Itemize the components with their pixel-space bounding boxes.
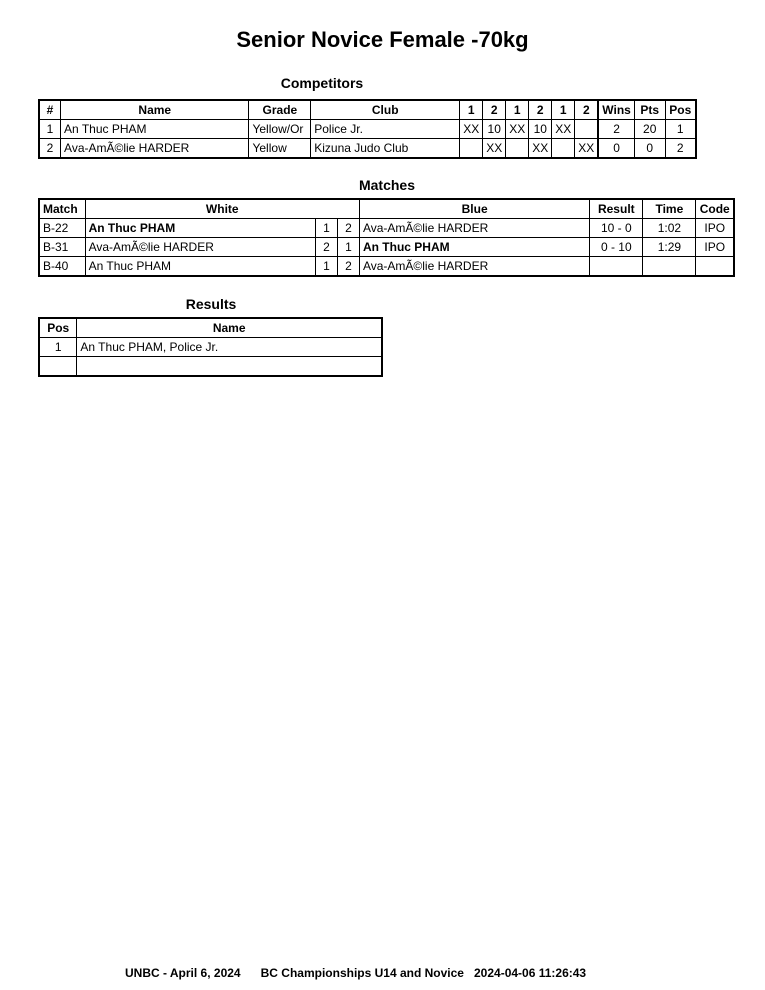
col-header: Blue <box>359 199 589 219</box>
cell: B-31 <box>39 238 85 257</box>
table-row <box>39 338 382 357</box>
cell: 10 <box>483 120 506 139</box>
cell: XX <box>483 139 506 159</box>
cell <box>39 357 77 377</box>
cell: 2 <box>337 219 359 238</box>
cell <box>460 139 483 159</box>
cell: 0 <box>634 139 665 159</box>
cell: XX <box>529 139 552 159</box>
competitors-heading: Competitors <box>280 75 364 91</box>
cell: 2 <box>39 139 61 159</box>
footer-event: UNBC - April 6, 2024 <box>125 966 241 980</box>
cell: Ava-AmÃ©lie HARDER <box>61 139 249 159</box>
cell: 2 <box>337 257 359 277</box>
results-header-row <box>39 318 382 338</box>
col-header: Club <box>311 100 460 120</box>
table-row <box>39 238 734 257</box>
cell <box>552 139 575 159</box>
cell: 0 - 10 <box>590 238 643 257</box>
footer-championship: BC Championships U14 and Novice <box>260 966 464 980</box>
cell: B-40 <box>39 257 85 277</box>
results-heading: Results <box>185 296 237 312</box>
col-header: Pts <box>634 100 665 120</box>
col-header: 1 <box>506 100 529 120</box>
cell: Kizuna Judo Club <box>311 139 460 159</box>
cell: XX <box>460 120 483 139</box>
cell <box>506 139 529 159</box>
cell: Yellow/Or <box>249 120 311 139</box>
footer-timestamp: 2024-04-06 11:26:43 <box>474 966 587 980</box>
col-header: # <box>39 100 61 120</box>
cell: 0 <box>598 139 634 159</box>
table-row <box>39 139 696 159</box>
cell: An Thuc PHAM <box>85 219 315 238</box>
cell: 1 <box>39 120 61 139</box>
cell <box>590 257 643 277</box>
col-header: 2 <box>529 100 552 120</box>
col-header: 1 <box>552 100 575 120</box>
col-header: Pos <box>39 318 77 338</box>
col-header: Name <box>61 100 249 120</box>
cell: B-22 <box>39 219 85 238</box>
cell: XX <box>552 120 575 139</box>
cell: IPO <box>696 238 734 257</box>
table-row <box>39 257 734 277</box>
competitors-header-row <box>39 100 696 120</box>
col-header: Name <box>77 318 382 338</box>
table-row <box>39 219 734 238</box>
cell: Ava-AmÃ©lie HARDER <box>359 257 589 277</box>
cell: 1:29 <box>643 238 696 257</box>
cell: 1 <box>337 238 359 257</box>
table-row <box>39 120 696 139</box>
cell: 1 <box>315 257 337 277</box>
cell: 10 - 0 <box>590 219 643 238</box>
cell <box>575 120 599 139</box>
cell <box>696 257 734 277</box>
col-header: Pos <box>665 100 696 120</box>
cell: 1 <box>39 338 77 357</box>
col-header: Time <box>643 199 696 219</box>
matches-heading: Matches <box>358 177 416 193</box>
col-header: Match <box>39 199 85 219</box>
cell: 20 <box>634 120 665 139</box>
cell <box>643 257 696 277</box>
results-table <box>38 317 383 377</box>
matches-header-row <box>39 199 734 219</box>
cell <box>77 357 382 377</box>
cell: An Thuc PHAM <box>359 238 589 257</box>
cell: Ava-AmÃ©lie HARDER <box>85 238 315 257</box>
cell: An Thuc PHAM, Police Jr. <box>77 338 382 357</box>
col-header: White <box>85 199 359 219</box>
cell: 2 <box>315 238 337 257</box>
col-header: 2 <box>483 100 506 120</box>
col-header: 2 <box>575 100 599 120</box>
cell: IPO <box>696 219 734 238</box>
cell: 2 <box>665 139 696 159</box>
col-header: Result <box>590 199 643 219</box>
cell: 2 <box>598 120 634 139</box>
col-header: Wins <box>598 100 634 120</box>
page-footer <box>125 966 586 980</box>
col-header: Grade <box>249 100 311 120</box>
cell: An Thuc PHAM <box>85 257 315 277</box>
cell: 1 <box>315 219 337 238</box>
matches-table <box>38 198 735 277</box>
cell: 10 <box>529 120 552 139</box>
col-header: Code <box>696 199 734 219</box>
cell: 1 <box>665 120 696 139</box>
competitors-table <box>38 99 697 159</box>
table-row <box>39 357 382 377</box>
cell: 1:02 <box>643 219 696 238</box>
cell: An Thuc PHAM <box>61 120 249 139</box>
cell: XX <box>575 139 599 159</box>
cell: Ava-AmÃ©lie HARDER <box>359 219 589 238</box>
page-title: Senior Novice Female -70kg <box>236 27 529 52</box>
cell: Yellow <box>249 139 311 159</box>
cell: Police Jr. <box>311 120 460 139</box>
col-header: 1 <box>460 100 483 120</box>
cell: XX <box>506 120 529 139</box>
